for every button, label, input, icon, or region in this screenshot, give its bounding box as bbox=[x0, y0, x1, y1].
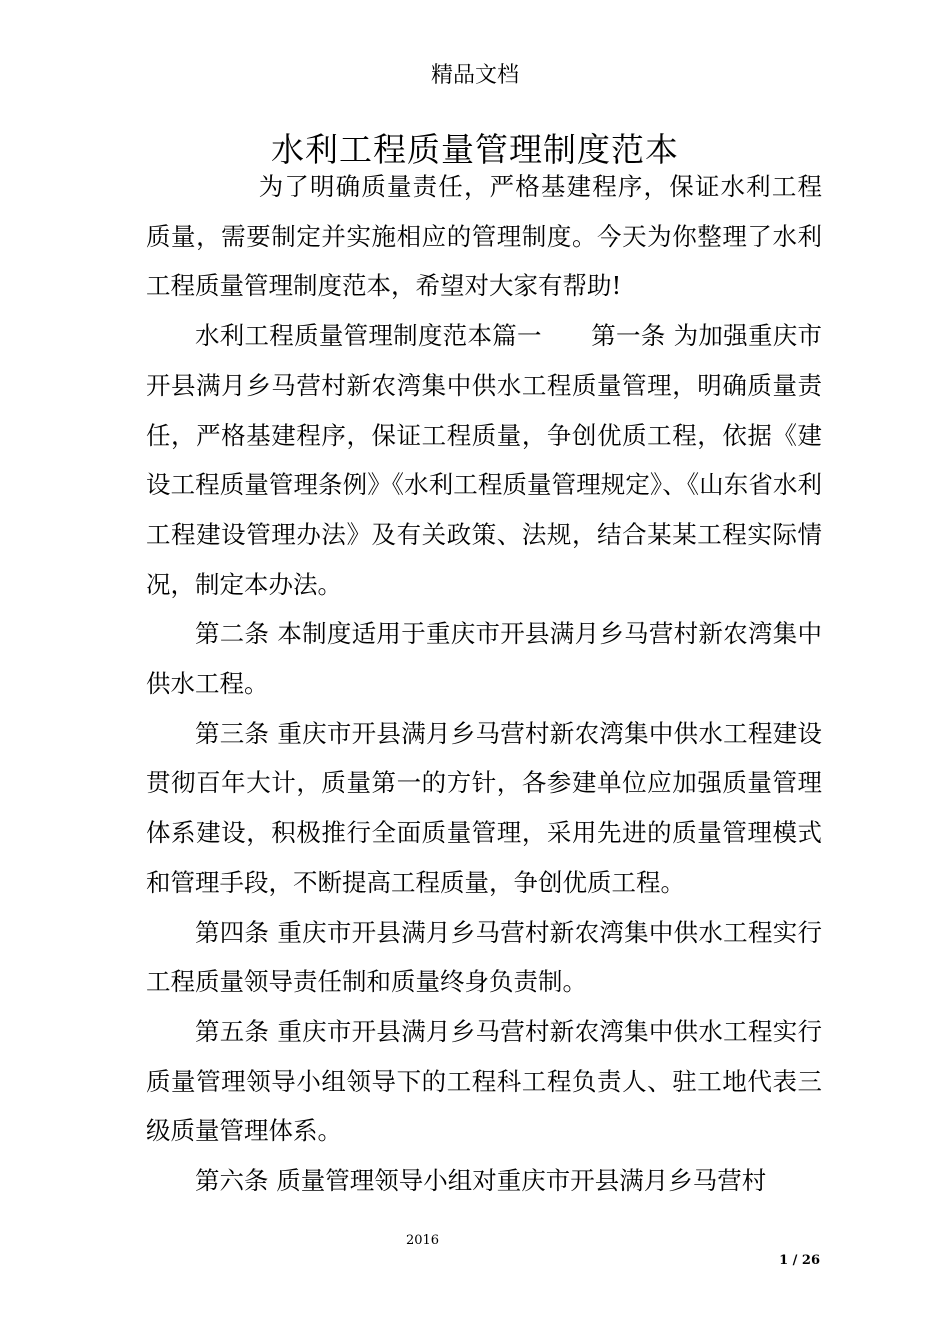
article-3-paragraph: 第三条 重庆市开县满月乡马营村新农湾集中供水工程建设贯彻百年大计，质量第一的方针，各参建单位应加强质量管理体系建设，积极推行全面质量管理，采用先进的质量管理模式和管理手段，不断提高工程质量，争创优质工程。 bbox=[146, 718, 822, 897]
document-title: 水利工程质量管理制度范本 bbox=[271, 130, 679, 170]
page-header-label: 精品文档 bbox=[430, 63, 519, 88]
article-6-paragraph: 第六条 质量管理领导小组对重庆市开县满月乡马营村 bbox=[195, 1166, 767, 1196]
footer-year: 2016 bbox=[405, 1233, 440, 1248]
document-body bbox=[146, 162, 822, 1206]
article-1-paragraph: 水利工程质量管理制度范本篇一 第一条 为加强重庆市开县满月乡马营村新农湾集中供水工程质量管理，明确质量责任，严格基建程序，保证工程质量，争创优质工程，依据《建设工程质量管理条例》《水利工程质量管理规定》、《山东省水利工程建设管理办法》及有关政策、法规，结合某某工程实际情况，制定本办法。 bbox=[146, 321, 822, 599]
article-5-paragraph: 第五条 重庆市开县满月乡马营村新农湾集中供水工程实行质量管理领导小组领导下的工程科工程负责人、驻工地代表三级质量管理体系。 bbox=[146, 1016, 822, 1146]
page-number: 1 / 26 bbox=[779, 1253, 820, 1268]
article-4-paragraph: 第四条 重庆市开县满月乡马营村新农湾集中供水工程实行工程质量领导责任制和质量终身负责制。 bbox=[146, 917, 822, 997]
article-2-paragraph: 第二条 本制度适用于重庆市开县满月乡马营村新农湾集中供水工程。 bbox=[146, 619, 822, 699]
intro-paragraph: 为了明确质量责任，严格基建程序，保证水利工程质量，需要制定并实施相应的管理制度。今天为你整理了水利工程质量管理制度范本，希望对大家有帮助! bbox=[146, 172, 822, 301]
